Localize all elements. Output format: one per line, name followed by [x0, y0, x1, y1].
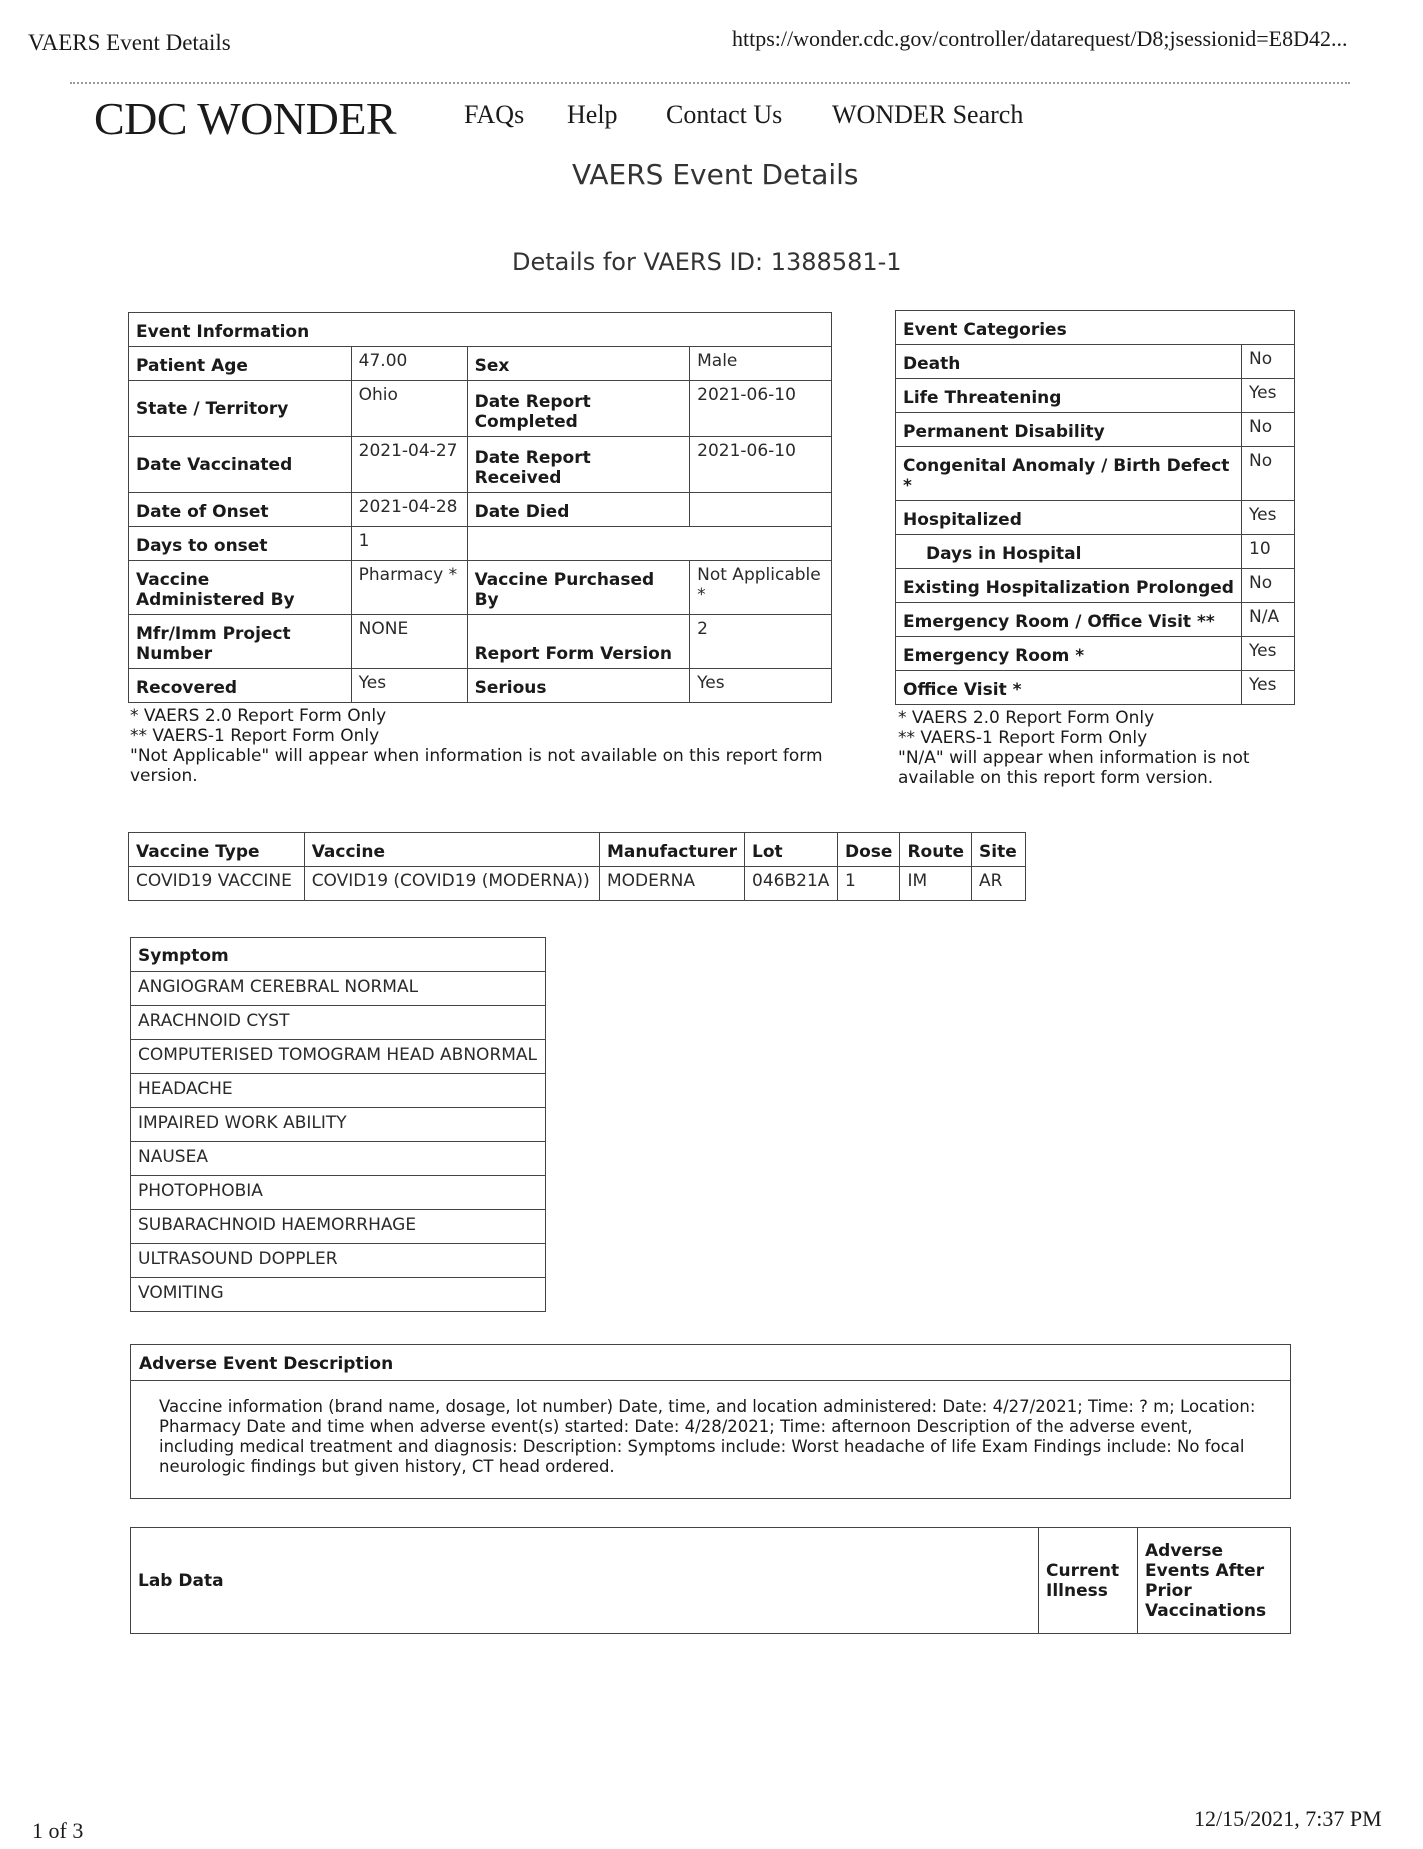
- vaccine-administered-value: Pharmacy *: [351, 561, 467, 615]
- note-line: "N/A" will appear when information is not available on this report form version.: [898, 748, 1250, 788]
- category-value-congenital-anomaly: No: [1242, 447, 1295, 501]
- event-information-table: [128, 312, 832, 703]
- category-value-permanent-disability: No: [1242, 413, 1295, 447]
- vaccine-cell: COVID19 (COVID19 (MODERNA)): [304, 867, 599, 901]
- nav-wonder-search-link[interactable]: WONDER Search: [832, 100, 1024, 129]
- event-categories-table: [895, 310, 1295, 705]
- dose-header: Dose: [838, 833, 900, 867]
- page-heading: VAERS Event Details: [572, 158, 859, 191]
- empty-cell: [467, 527, 831, 561]
- adverse-event-box: [130, 1344, 1291, 1499]
- date-report-completed-label: Date Report Completed: [467, 381, 690, 437]
- category-label-hospitalization-prolonged: Existing Hospitalization Prolonged: [896, 569, 1242, 603]
- date-onset-value: 2021-04-28: [351, 493, 467, 527]
- note-line: ** VAERS-1 Report Form Only: [130, 726, 380, 746]
- vaccine-type-header: Vaccine Type: [129, 833, 305, 867]
- category-value-emergency-room: Yes: [1242, 637, 1295, 671]
- event-info-notes: [130, 706, 840, 786]
- dose-cell: 1: [838, 867, 900, 901]
- symptom-item: ULTRASOUND DOPPLER: [131, 1244, 546, 1278]
- serious-value: Yes: [690, 669, 832, 703]
- adverse-event-text: Vaccine information (brand name, dosage, lot number) Date, time, and location administered: Date: 4/27/2021; Time: ? m; Location: Pharmacy Date and time when adverse event(s) started: Date: 4/28/2021; Time: afternoon Description of the adverse event, including medical treatment and diagnosis: Description: Symptoms include: Worst headache of life Exam Findings include: No focal neurologic findings but given history, CT head ordered.: [159, 1397, 1256, 1476]
- date-report-received-label: Date Report Received: [467, 437, 690, 493]
- vaccine-table: [128, 832, 1026, 901]
- lab-data-table: [130, 1527, 1291, 1634]
- category-label-congenital-anomaly: Congenital Anomaly / Birth Defect *: [896, 447, 1242, 501]
- vaccine-type-cell: COVID19 VACCINE: [129, 867, 305, 901]
- category-label-emergency-room: Emergency Room *: [896, 637, 1242, 671]
- serious-label: Serious: [467, 669, 690, 703]
- symptom-header: Symptom: [131, 938, 546, 972]
- days-to-onset-label: Days to onset: [129, 527, 352, 561]
- current-illness-label: Current Illness: [1039, 1528, 1138, 1634]
- print-url: https://wonder.cdc.gov/controller/datarequest/D8;jsessionid=E8D42...: [732, 26, 1348, 51]
- recovered-value: Yes: [351, 669, 467, 703]
- date-onset-label: Date of Onset: [129, 493, 352, 527]
- note-line: "Not Applicable" will appear when information is not available on this report form version.: [130, 746, 823, 786]
- state-value: Ohio: [351, 381, 467, 437]
- category-label-er-office-visit: Emergency Room / Office Visit **: [896, 603, 1242, 637]
- recovered-label: Recovered: [129, 669, 352, 703]
- category-value-hospitalization-prolonged: No: [1242, 569, 1295, 603]
- date-vaccinated-value: 2021-04-27: [351, 437, 467, 493]
- category-label-life-threatening: Life Threatening: [896, 379, 1242, 413]
- date-died-label: Date Died: [467, 493, 690, 527]
- category-value-hospitalized: Yes: [1242, 501, 1295, 535]
- cdc-wonder-logo[interactable]: CDC WONDER: [94, 93, 397, 144]
- category-value-life-threatening: Yes: [1242, 379, 1295, 413]
- symptom-item: COMPUTERISED TOMOGRAM HEAD ABNORMAL: [131, 1040, 546, 1074]
- vaccine-purchased-label: Vaccine Purchased By: [467, 561, 690, 615]
- sex-label: Sex: [467, 347, 690, 381]
- state-label: State / Territory: [129, 381, 352, 437]
- lab-data-label: Lab Data: [131, 1528, 1039, 1634]
- site-header: Site: [972, 833, 1026, 867]
- date-report-received-value: 2021-06-10: [690, 437, 832, 493]
- category-label-office-visit: Office Visit *: [896, 671, 1242, 705]
- lot-header: Lot: [745, 833, 838, 867]
- days-to-onset-value: 1: [351, 527, 467, 561]
- symptom-item: VOMITING: [131, 1278, 546, 1312]
- date-died-value: [690, 493, 832, 527]
- route-cell: IM: [900, 867, 972, 901]
- vaccine-purchased-value: Not Applicable *: [690, 561, 832, 615]
- route-header: Route: [900, 833, 972, 867]
- event-info-header: Event Information: [129, 313, 832, 347]
- category-value-office-visit: Yes: [1242, 671, 1295, 705]
- print-timestamp: 12/15/2021, 7:37 PM: [1194, 1806, 1382, 1831]
- table-row: [129, 867, 1026, 901]
- adverse-event-header: Adverse Event Description: [131, 1345, 1290, 1381]
- report-form-version-label: Report Form Version: [467, 615, 690, 669]
- symptom-item: PHOTOPHOBIA: [131, 1176, 546, 1210]
- nav-help-link[interactable]: Help: [567, 100, 618, 129]
- note-line: ** VAERS-1 Report Form Only: [898, 728, 1148, 748]
- vaccine-administered-label: Vaccine Administered By: [129, 561, 352, 615]
- header-divider: [70, 82, 1350, 84]
- patient-age-label: Patient Age: [129, 347, 352, 381]
- note-line: * VAERS 2.0 Report Form Only: [898, 708, 1155, 728]
- symptom-item: IMPAIRED WORK ABILITY: [131, 1108, 546, 1142]
- nav-faqs-link[interactable]: FAQs: [464, 100, 525, 129]
- report-form-version-value: 2: [690, 615, 832, 669]
- nav-contact-link[interactable]: Contact Us: [666, 100, 783, 129]
- sex-value: Male: [690, 347, 832, 381]
- vaccine-header: Vaccine: [304, 833, 599, 867]
- symptom-item: NAUSEA: [131, 1142, 546, 1176]
- site-cell: AR: [972, 867, 1026, 901]
- category-label-days-in-hospital: Days in Hospital: [896, 535, 1242, 569]
- page-number: 1 of 3: [32, 1818, 84, 1843]
- manufacturer-header: Manufacturer: [599, 833, 744, 867]
- lot-cell: 046B21A: [745, 867, 838, 901]
- symptom-item: HEADACHE: [131, 1074, 546, 1108]
- symptom-item: ARACHNOID CYST: [131, 1006, 546, 1040]
- manufacturer-cell: MODERNA: [599, 867, 744, 901]
- category-value-days-in-hospital: 10: [1242, 535, 1295, 569]
- category-label-hospitalized: Hospitalized: [896, 501, 1242, 535]
- print-page-title: VAERS Event Details: [28, 30, 231, 55]
- date-vaccinated-label: Date Vaccinated: [129, 437, 352, 493]
- symptom-item: SUBARACHNOID HAEMORRHAGE: [131, 1210, 546, 1244]
- date-report-completed-value: 2021-06-10: [690, 381, 832, 437]
- category-value-er-office-visit: N/A: [1242, 603, 1295, 637]
- note-line: * VAERS 2.0 Report Form Only: [130, 706, 387, 726]
- event-categories-notes: [898, 708, 1298, 788]
- symptom-table: [130, 937, 546, 1312]
- adverse-prior-label: Adverse Events After Prior Vaccinations: [1138, 1528, 1291, 1634]
- mfr-project-value: NONE: [351, 615, 467, 669]
- category-label-death: Death: [896, 345, 1242, 379]
- category-label-permanent-disability: Permanent Disability: [896, 413, 1242, 447]
- vaers-id-line: Details for VAERS ID: 1388581-1: [512, 248, 902, 276]
- patient-age-value: 47.00: [351, 347, 467, 381]
- symptom-item: ANGIOGRAM CEREBRAL NORMAL: [131, 972, 546, 1006]
- category-value-death: No: [1242, 345, 1295, 379]
- mfr-project-label: Mfr/Imm Project Number: [129, 615, 352, 669]
- event-categories-header: Event Categories: [896, 311, 1295, 345]
